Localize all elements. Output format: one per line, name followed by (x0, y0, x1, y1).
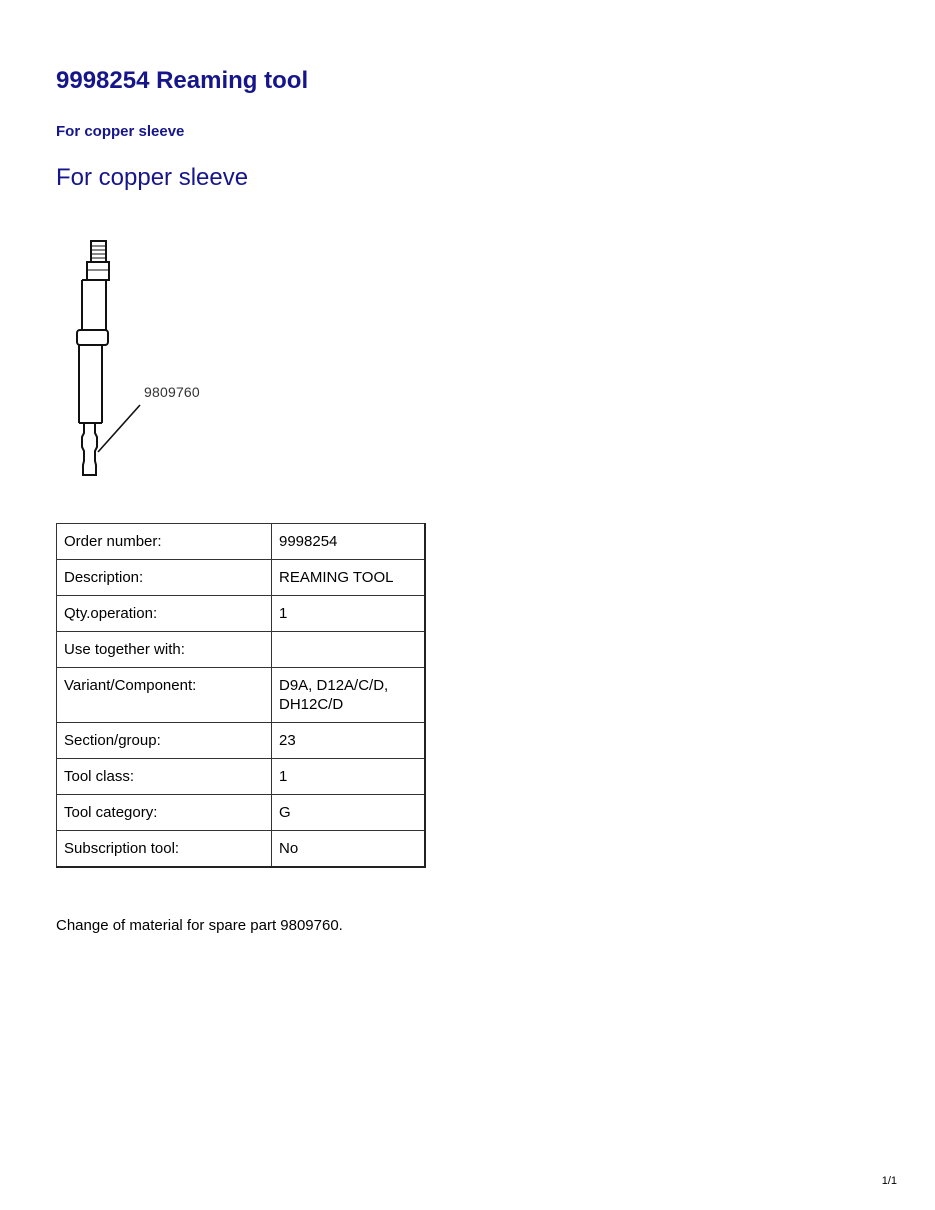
row-value: REAMING TOOL (272, 560, 426, 596)
tool-info-table (56, 523, 426, 868)
row-value: 9998254 (272, 524, 426, 560)
row-label: Order number: (57, 524, 272, 560)
row-value: G (272, 795, 426, 831)
row-label: Description: (57, 560, 272, 596)
table-row (57, 723, 426, 759)
section-heading: For copper sleeve (56, 164, 249, 191)
table-row (57, 668, 426, 723)
row-label: Qty.operation: (57, 596, 272, 632)
table-row (57, 831, 426, 868)
reaming-tool-drawing (56, 230, 236, 490)
subtitle: For copper sleeve (56, 123, 185, 140)
row-label: Subscription tool: (57, 831, 272, 868)
row-value: No (272, 831, 426, 868)
row-value: 23 (272, 723, 426, 759)
table-row (57, 560, 426, 596)
row-value: 1 (272, 596, 426, 632)
table-row (57, 795, 426, 831)
row-label: Tool category: (57, 795, 272, 831)
page-number: 1/1 (881, 1175, 897, 1187)
part-callout-label: 9809760 (144, 384, 200, 400)
change-note: Change of material for spare part 9809760. (56, 917, 343, 934)
row-value (272, 632, 426, 668)
row-label: Variant/Component: (57, 668, 272, 723)
table-row (57, 759, 426, 795)
row-label: Section/group: (57, 723, 272, 759)
table-row (57, 632, 426, 668)
row-label: Tool class: (57, 759, 272, 795)
row-label: Use together with: (57, 632, 272, 668)
table-row (57, 524, 426, 560)
table-row (57, 596, 426, 632)
row-value: D9A, D12A/C/D, DH12C/D (272, 668, 426, 723)
page-title: 9998254 Reaming tool (56, 67, 309, 94)
row-value: 1 (272, 759, 426, 795)
